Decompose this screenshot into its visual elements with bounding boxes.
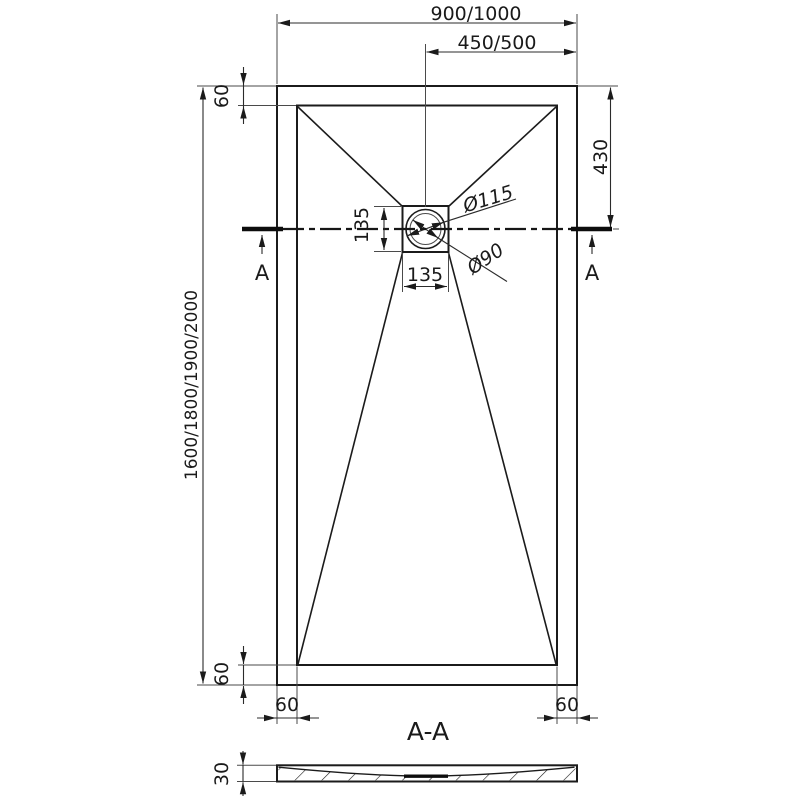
slope-line-top-left: [298, 107, 403, 207]
slope-line-bottom-right: [448, 252, 556, 665]
dim-rim-right: [537, 667, 598, 725]
dim-drain-offset-label: 450/500: [457, 32, 537, 54]
tray-inner-outline: [297, 106, 557, 666]
section-marker-right-label: A: [584, 261, 600, 285]
dim-drain-box-width: [403, 253, 449, 292]
dim-rim-top: [211, 67, 296, 124]
section-view: [211, 717, 577, 796]
dim-rim-top-label: 60: [211, 83, 233, 109]
dim-rim-right-label: 60: [554, 694, 580, 716]
drain-flange-diameter-label: Ø115: [460, 181, 516, 218]
slope-line-bottom-left: [298, 252, 403, 665]
dim-overall-length-label: 1600/1800/1900/2000: [182, 289, 202, 481]
section-hatch-fill: [279, 766, 576, 780]
tray-outer-outline: [277, 86, 577, 685]
dim-drain-from-top-label: 430: [590, 138, 612, 176]
dim-overall-width-label: 900/1000: [430, 3, 522, 25]
dim-thickness: [211, 751, 276, 796]
dim-rim-left: [257, 667, 319, 725]
dim-drain-box-width-label: 135: [406, 264, 444, 286]
plan-view: [182, 3, 619, 724]
section-marker-left-label: A: [254, 261, 270, 285]
dim-overall-length: [182, 83, 276, 685]
drain-outlet-diameter-label: Ø90: [463, 238, 509, 280]
dim-rim-bottom-label: 60: [211, 661, 233, 687]
section-title: A-A: [406, 717, 450, 746]
dim-drain-box-height-label: 135: [351, 206, 373, 244]
dim-thickness-label: 30: [211, 761, 233, 787]
dim-drain-offset: [427, 32, 577, 54]
dim-rim-left-label: 60: [274, 694, 300, 716]
dim-drain-from-top: [578, 86, 618, 227]
